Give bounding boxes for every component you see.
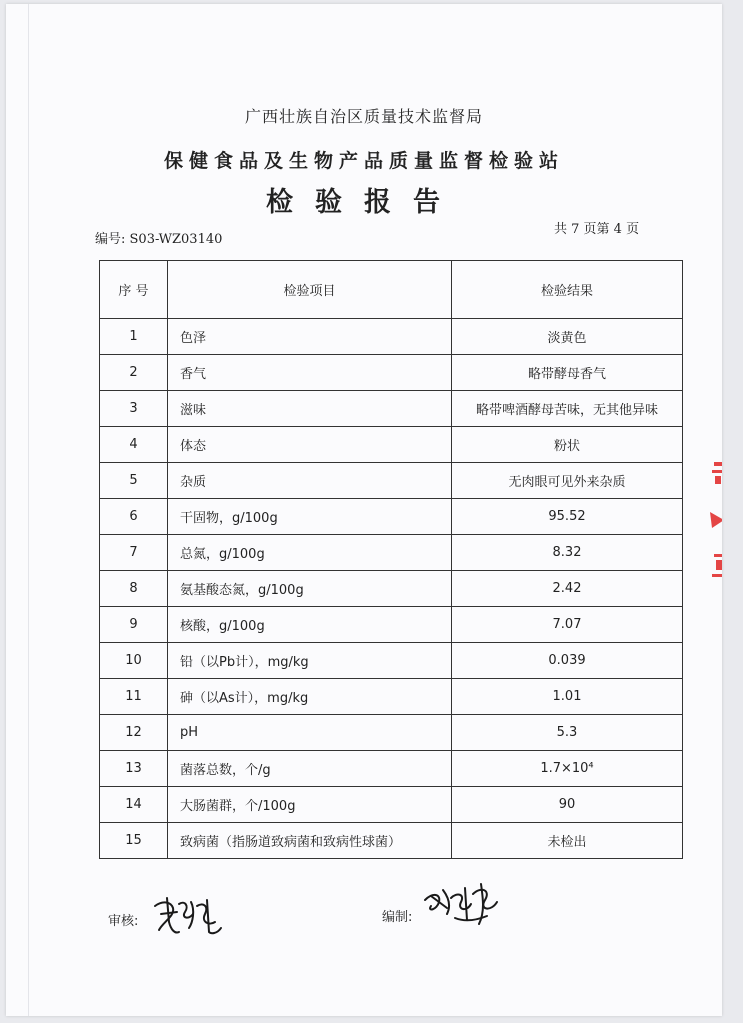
table-row xyxy=(100,715,683,751)
table-row xyxy=(100,571,683,607)
report-page xyxy=(6,4,722,1016)
table-row xyxy=(100,319,683,355)
table-row xyxy=(100,427,683,463)
row-item: 体态 xyxy=(168,427,452,463)
row-number: 7 xyxy=(100,535,168,571)
row-result: 90 xyxy=(452,787,683,823)
table-row xyxy=(100,535,683,571)
row-item: 核酸，g/100g xyxy=(168,607,452,643)
row-item: 色泽 xyxy=(168,319,452,355)
row-item: 总氮，g/100g xyxy=(168,535,452,571)
compiler-signature xyxy=(421,878,503,930)
row-item: 滋味 xyxy=(168,391,452,427)
row-result: 略带酵母香气 xyxy=(452,355,683,391)
serial-number: 编号: S03-WZ03140 xyxy=(95,232,223,247)
row-number: 8 xyxy=(100,571,168,607)
table-row xyxy=(100,391,683,427)
row-number: 5 xyxy=(100,463,168,499)
table-row xyxy=(100,607,683,643)
row-item: 菌落总数，个/g xyxy=(168,751,452,787)
table-row xyxy=(100,643,683,679)
station-name: 保健食品及生物产品质量监督检验站 xyxy=(163,150,564,172)
row-item: 氨基酸态氮，g/100g xyxy=(168,571,452,607)
reviewer-signature xyxy=(149,892,227,938)
red-seal-fragment xyxy=(706,454,722,604)
column-header-item: 检验项目 xyxy=(168,261,452,319)
row-result: 淡黄色 xyxy=(452,319,683,355)
row-item: 杂质 xyxy=(168,463,452,499)
row-result: 无肉眼可见外来杂质 xyxy=(452,463,683,499)
row-item: 干固物，g/100g xyxy=(168,499,452,535)
row-number: 2 xyxy=(100,355,168,391)
row-number: 9 xyxy=(100,607,168,643)
row-number: 12 xyxy=(100,715,168,751)
table-row xyxy=(100,679,683,715)
column-header-number: 序 号 xyxy=(100,261,168,319)
row-number: 3 xyxy=(100,391,168,427)
page-info: 共 7 页第 4 页 xyxy=(554,222,640,237)
row-number: 13 xyxy=(100,751,168,787)
reviewer-label: 审核: xyxy=(108,914,139,929)
row-item: pH xyxy=(168,715,452,751)
table-header-row xyxy=(100,261,683,319)
row-result: 2.42 xyxy=(452,571,683,607)
row-number: 14 xyxy=(100,787,168,823)
table-row xyxy=(100,499,683,535)
row-result: 8.32 xyxy=(452,535,683,571)
row-result: 1.01 xyxy=(452,679,683,715)
row-number: 4 xyxy=(100,427,168,463)
row-result: 略带啤酒酵母苦味，无其他异味 xyxy=(452,391,683,427)
row-result: 未检出 xyxy=(452,823,683,859)
row-item: 砷（以As计），mg/kg xyxy=(168,679,452,715)
row-item: 大肠菌群，个/100g xyxy=(168,787,452,823)
row-number: 10 xyxy=(100,643,168,679)
row-item: 铅（以Pb计），mg/kg xyxy=(168,643,452,679)
row-result: 95.52 xyxy=(452,499,683,535)
inspection-table xyxy=(99,260,683,859)
column-header-result: 检验结果 xyxy=(452,261,683,319)
table-row xyxy=(100,787,683,823)
row-number: 1 xyxy=(100,319,168,355)
compiler-label: 编制: xyxy=(382,910,413,925)
table-row xyxy=(100,751,683,787)
row-item: 致病菌（指肠道致病菌和致病性球菌） xyxy=(168,823,452,859)
table-row xyxy=(100,355,683,391)
row-number: 15 xyxy=(100,823,168,859)
bureau-name: 广西壮族自治区质量技术监督局 xyxy=(244,107,483,126)
table-row xyxy=(100,823,683,859)
row-item: 香气 xyxy=(168,355,452,391)
row-result: 粉状 xyxy=(452,427,683,463)
row-result: 7.07 xyxy=(452,607,683,643)
row-result: 5.3 xyxy=(452,715,683,751)
table-row xyxy=(100,463,683,499)
row-number: 6 xyxy=(100,499,168,535)
report-title: 检验报告 xyxy=(266,187,462,218)
row-number: 11 xyxy=(100,679,168,715)
row-result: 0.039 xyxy=(452,643,683,679)
row-result: 1.7×10⁴ xyxy=(452,751,683,787)
